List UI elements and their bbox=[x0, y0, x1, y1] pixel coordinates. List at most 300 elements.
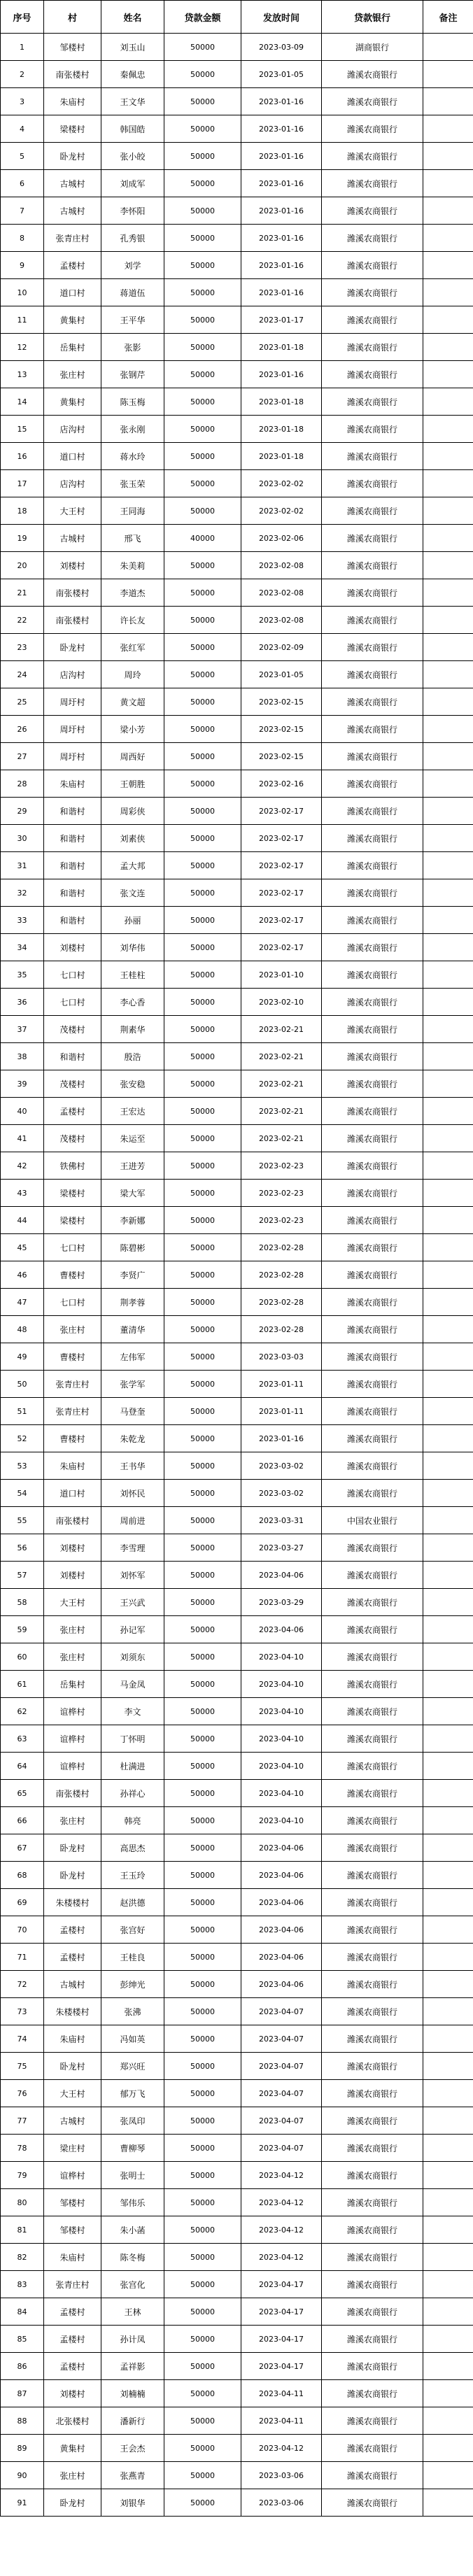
cell-village: 朱庙村 bbox=[44, 2025, 101, 2053]
cell-bank: 潍溪农商银行 bbox=[322, 1589, 423, 1616]
cell-note bbox=[423, 1862, 473, 1889]
cell-amount: 50000 bbox=[164, 1343, 241, 1371]
cell-date: 2023-02-02 bbox=[241, 497, 322, 525]
cell-village: 谊桦村 bbox=[44, 1753, 101, 1780]
table-row bbox=[1, 1371, 473, 1398]
cell-seq: 51 bbox=[1, 1398, 44, 1425]
cell-name: 周彩侠 bbox=[101, 798, 164, 825]
cell-note bbox=[423, 825, 473, 852]
cell-note bbox=[423, 907, 473, 934]
cell-date: 2023-04-10 bbox=[241, 1643, 322, 1671]
cell-date: 2023-01-05 bbox=[241, 61, 322, 88]
cell-name: 郁万飞 bbox=[101, 2080, 164, 2107]
cell-amount: 50000 bbox=[164, 1998, 241, 2025]
cell-date: 2023-01-16 bbox=[241, 197, 322, 225]
cell-bank: 潍溪农商银行 bbox=[322, 1671, 423, 1698]
cell-seq: 18 bbox=[1, 497, 44, 525]
cell-amount: 50000 bbox=[164, 1616, 241, 1643]
cell-amount: 50000 bbox=[164, 470, 241, 497]
cell-name: 张宫化 bbox=[101, 2271, 164, 2298]
cell-date: 2023-02-17 bbox=[241, 825, 322, 852]
cell-name: 刘楠楠 bbox=[101, 2380, 164, 2407]
cell-seq: 47 bbox=[1, 1289, 44, 1316]
cell-village: 大王村 bbox=[44, 2080, 101, 2107]
cell-name: 周玲 bbox=[101, 661, 164, 688]
table-row bbox=[1, 2353, 473, 2380]
cell-name: 张安稳 bbox=[101, 1070, 164, 1098]
cell-seq: 26 bbox=[1, 716, 44, 743]
cell-amount: 50000 bbox=[164, 197, 241, 225]
cell-seq: 2 bbox=[1, 61, 44, 88]
cell-note bbox=[423, 2216, 473, 2244]
cell-name: 张影 bbox=[101, 334, 164, 361]
cell-note bbox=[423, 1725, 473, 1753]
cell-note bbox=[423, 1398, 473, 1425]
table-row bbox=[1, 2435, 473, 2462]
cell-seq: 72 bbox=[1, 1971, 44, 1998]
cell-seq: 4 bbox=[1, 115, 44, 143]
cell-bank: 潍溪农商银行 bbox=[322, 934, 423, 961]
cell-amount: 50000 bbox=[164, 661, 241, 688]
cell-date: 2023-01-17 bbox=[241, 306, 322, 334]
cell-bank: 潍溪农商银行 bbox=[322, 989, 423, 1016]
cell-village: 南张楼村 bbox=[44, 607, 101, 634]
table-row bbox=[1, 1916, 473, 1944]
cell-date: 2023-02-21 bbox=[241, 1016, 322, 1043]
cell-seq: 37 bbox=[1, 1016, 44, 1043]
cell-name: 梁大军 bbox=[101, 1180, 164, 1207]
cell-village: 大王村 bbox=[44, 1589, 101, 1616]
cell-village: 梁楼村 bbox=[44, 1207, 101, 1234]
cell-village: 谊桦村 bbox=[44, 1725, 101, 1753]
cell-village: 张庄村 bbox=[44, 1643, 101, 1671]
cell-bank: 潍溪农商银行 bbox=[322, 2435, 423, 2462]
table-row bbox=[1, 1207, 473, 1234]
cell-note bbox=[423, 2135, 473, 2162]
cell-date: 2023-04-06 bbox=[241, 1889, 322, 1916]
cell-seq: 8 bbox=[1, 225, 44, 252]
table-row bbox=[1, 961, 473, 989]
cell-village: 卧龙村 bbox=[44, 2489, 101, 2517]
cell-date: 2023-02-08 bbox=[241, 552, 322, 579]
table-row bbox=[1, 2053, 473, 2080]
table-row bbox=[1, 879, 473, 907]
cell-village: 张庄村 bbox=[44, 1316, 101, 1343]
cell-amount: 50000 bbox=[164, 1753, 241, 1780]
cell-date: 2023-01-18 bbox=[241, 388, 322, 416]
cell-bank: 潍溪农商银行 bbox=[322, 1698, 423, 1725]
cell-date: 2023-01-16 bbox=[241, 1425, 322, 1452]
cell-note bbox=[423, 1261, 473, 1289]
cell-bank: 潍溪农商银行 bbox=[322, 1916, 423, 1944]
cell-bank: 潍溪农商银行 bbox=[322, 607, 423, 634]
cell-amount: 50000 bbox=[164, 2216, 241, 2244]
cell-amount: 50000 bbox=[164, 1289, 241, 1316]
cell-village: 黄集村 bbox=[44, 306, 101, 334]
cell-date: 2023-04-12 bbox=[241, 2162, 322, 2189]
cell-note bbox=[423, 1289, 473, 1316]
cell-village: 梁庄村 bbox=[44, 2135, 101, 2162]
cell-name: 孙丽 bbox=[101, 907, 164, 934]
cell-village: 梁楼村 bbox=[44, 1180, 101, 1207]
cell-note bbox=[423, 1234, 473, 1261]
cell-note bbox=[423, 2271, 473, 2298]
table-row bbox=[1, 61, 473, 88]
cell-name: 左伟军 bbox=[101, 1343, 164, 1371]
cell-amount: 50000 bbox=[164, 1698, 241, 1725]
cell-bank: 潍溪农商银行 bbox=[322, 2189, 423, 2216]
cell-date: 2023-02-17 bbox=[241, 907, 322, 934]
cell-note bbox=[423, 770, 473, 798]
cell-seq: 9 bbox=[1, 252, 44, 279]
cell-village: 南张楼村 bbox=[44, 61, 101, 88]
cell-village: 朱楼楼村 bbox=[44, 1998, 101, 2025]
table-row bbox=[1, 1780, 473, 1807]
cell-date: 2023-04-06 bbox=[241, 1971, 322, 1998]
cell-amount: 50000 bbox=[164, 1316, 241, 1343]
cell-bank: 潍溪农商银行 bbox=[322, 143, 423, 170]
cell-village: 古城村 bbox=[44, 525, 101, 552]
cell-date: 2023-04-12 bbox=[241, 2244, 322, 2271]
cell-date: 2023-02-15 bbox=[241, 743, 322, 770]
cell-village: 店沟村 bbox=[44, 416, 101, 443]
cell-amount: 50000 bbox=[164, 497, 241, 525]
cell-amount: 50000 bbox=[164, 1480, 241, 1507]
cell-note bbox=[423, 2080, 473, 2107]
cell-date: 2023-04-12 bbox=[241, 2435, 322, 2462]
cell-amount: 50000 bbox=[164, 1780, 241, 1807]
table-row bbox=[1, 1261, 473, 1289]
cell-bank: 潍溪农商银行 bbox=[322, 907, 423, 934]
header-name: 姓名 bbox=[101, 1, 164, 34]
cell-bank: 潍溪农商银行 bbox=[322, 2462, 423, 2489]
cell-village: 和谐村 bbox=[44, 798, 101, 825]
cell-seq: 56 bbox=[1, 1534, 44, 1562]
cell-note bbox=[423, 225, 473, 252]
table-row bbox=[1, 2162, 473, 2189]
cell-amount: 50000 bbox=[164, 225, 241, 252]
cell-amount: 50000 bbox=[164, 279, 241, 306]
cell-village: 朱庙村 bbox=[44, 770, 101, 798]
cell-amount: 50000 bbox=[164, 1971, 241, 1998]
cell-date: 2023-02-21 bbox=[241, 1043, 322, 1070]
cell-village: 张青庄村 bbox=[44, 1398, 101, 1425]
cell-bank: 潍溪农商银行 bbox=[322, 1780, 423, 1807]
cell-bank: 潍溪农商银行 bbox=[322, 2353, 423, 2380]
cell-seq: 82 bbox=[1, 2244, 44, 2271]
cell-bank: 潍溪农商银行 bbox=[322, 2244, 423, 2271]
cell-date: 2023-02-06 bbox=[241, 525, 322, 552]
cell-village: 梁楼村 bbox=[44, 115, 101, 143]
cell-note bbox=[423, 716, 473, 743]
table-row bbox=[1, 989, 473, 1016]
cell-name: 李贤广 bbox=[101, 1261, 164, 1289]
cell-name: 张玉荣 bbox=[101, 470, 164, 497]
cell-seq: 76 bbox=[1, 2080, 44, 2107]
cell-amount: 50000 bbox=[164, 1152, 241, 1180]
cell-village: 卧龙村 bbox=[44, 634, 101, 661]
table-row bbox=[1, 1862, 473, 1889]
cell-bank: 潍溪农商银行 bbox=[322, 770, 423, 798]
table-row bbox=[1, 2380, 473, 2407]
cell-village: 张庄村 bbox=[44, 361, 101, 388]
cell-note bbox=[423, 2298, 473, 2326]
cell-name: 张学军 bbox=[101, 1371, 164, 1398]
cell-amount: 50000 bbox=[164, 2135, 241, 2162]
cell-seq: 67 bbox=[1, 1834, 44, 1862]
cell-name: 韩国皓 bbox=[101, 115, 164, 143]
cell-village: 七口村 bbox=[44, 1234, 101, 1261]
cell-name: 张永刚 bbox=[101, 416, 164, 443]
cell-village: 刘楼村 bbox=[44, 1534, 101, 1562]
table-row bbox=[1, 743, 473, 770]
cell-amount: 50000 bbox=[164, 770, 241, 798]
table-row bbox=[1, 1725, 473, 1753]
cell-name: 刘成军 bbox=[101, 170, 164, 197]
cell-seq: 44 bbox=[1, 1207, 44, 1234]
cell-date: 2023-04-11 bbox=[241, 2380, 322, 2407]
cell-date: 2023-01-18 bbox=[241, 416, 322, 443]
cell-note bbox=[423, 989, 473, 1016]
cell-note bbox=[423, 1589, 473, 1616]
cell-seq: 45 bbox=[1, 1234, 44, 1261]
cell-date: 2023-01-11 bbox=[241, 1371, 322, 1398]
cell-seq: 41 bbox=[1, 1125, 44, 1152]
cell-seq: 34 bbox=[1, 934, 44, 961]
cell-name: 丁怀明 bbox=[101, 1725, 164, 1753]
cell-note bbox=[423, 1534, 473, 1562]
cell-name: 陈碧彬 bbox=[101, 1234, 164, 1261]
cell-seq: 16 bbox=[1, 443, 44, 470]
cell-date: 2023-02-21 bbox=[241, 1125, 322, 1152]
cell-village: 朱庙村 bbox=[44, 88, 101, 115]
cell-note bbox=[423, 2489, 473, 2517]
cell-village: 张青庄村 bbox=[44, 225, 101, 252]
cell-date: 2023-04-06 bbox=[241, 1562, 322, 1589]
cell-seq: 61 bbox=[1, 1671, 44, 1698]
cell-amount: 50000 bbox=[164, 2435, 241, 2462]
cell-note bbox=[423, 1371, 473, 1398]
cell-bank: 潍溪农商银行 bbox=[322, 115, 423, 143]
cell-date: 2023-03-06 bbox=[241, 2462, 322, 2489]
cell-note bbox=[423, 607, 473, 634]
cell-bank: 潍溪农商银行 bbox=[322, 2025, 423, 2053]
cell-name: 朱小菡 bbox=[101, 2216, 164, 2244]
cell-amount: 50000 bbox=[164, 34, 241, 61]
cell-note bbox=[423, 2353, 473, 2380]
cell-note bbox=[423, 1616, 473, 1643]
cell-bank: 潍溪农商银行 bbox=[322, 2216, 423, 2244]
cell-note bbox=[423, 1125, 473, 1152]
cell-seq: 23 bbox=[1, 634, 44, 661]
cell-name: 高思杰 bbox=[101, 1834, 164, 1862]
cell-seq: 25 bbox=[1, 688, 44, 716]
cell-amount: 50000 bbox=[164, 1916, 241, 1944]
cell-seq: 14 bbox=[1, 388, 44, 416]
cell-bank: 潍溪农商银行 bbox=[322, 661, 423, 688]
cell-note bbox=[423, 743, 473, 770]
cell-bank: 潍溪农商银行 bbox=[322, 2326, 423, 2353]
cell-seq: 59 bbox=[1, 1616, 44, 1643]
cell-name: 刘华伟 bbox=[101, 934, 164, 961]
cell-bank: 潍溪农商银行 bbox=[322, 825, 423, 852]
cell-seq: 53 bbox=[1, 1452, 44, 1480]
cell-name: 刘怀军 bbox=[101, 1562, 164, 1589]
cell-name: 王平华 bbox=[101, 306, 164, 334]
header-note: 备注 bbox=[423, 1, 473, 34]
table-row bbox=[1, 416, 473, 443]
cell-date: 2023-02-15 bbox=[241, 688, 322, 716]
cell-note bbox=[423, 661, 473, 688]
cell-date: 2023-02-17 bbox=[241, 934, 322, 961]
table-row bbox=[1, 661, 473, 688]
cell-date: 2023-03-29 bbox=[241, 1589, 322, 1616]
cell-note bbox=[423, 961, 473, 989]
cell-seq: 85 bbox=[1, 2326, 44, 2353]
cell-bank: 潍溪农商银行 bbox=[322, 961, 423, 989]
cell-seq: 70 bbox=[1, 1916, 44, 1944]
cell-name: 李文 bbox=[101, 1698, 164, 1725]
cell-bank: 潍溪农商银行 bbox=[322, 497, 423, 525]
cell-date: 2023-04-06 bbox=[241, 1916, 322, 1944]
cell-note bbox=[423, 279, 473, 306]
cell-seq: 52 bbox=[1, 1425, 44, 1452]
table-row bbox=[1, 634, 473, 661]
cell-bank: 潍溪农商银行 bbox=[322, 279, 423, 306]
cell-name: 王宏达 bbox=[101, 1098, 164, 1125]
cell-bank: 潍溪农商银行 bbox=[322, 1398, 423, 1425]
cell-name: 王兴武 bbox=[101, 1589, 164, 1616]
cell-bank: 潍溪农商银行 bbox=[322, 688, 423, 716]
cell-name: 朱运至 bbox=[101, 1125, 164, 1152]
cell-village: 道口村 bbox=[44, 279, 101, 306]
cell-name: 潘新行 bbox=[101, 2407, 164, 2435]
cell-note bbox=[423, 1480, 473, 1507]
cell-village: 孟楼村 bbox=[44, 2353, 101, 2380]
cell-seq: 29 bbox=[1, 798, 44, 825]
table-row bbox=[1, 2216, 473, 2244]
cell-note bbox=[423, 1016, 473, 1043]
cell-note bbox=[423, 34, 473, 61]
cell-bank: 潍溪农商银行 bbox=[322, 2380, 423, 2407]
table-row bbox=[1, 1807, 473, 1834]
cell-seq: 3 bbox=[1, 88, 44, 115]
cell-date: 2023-04-10 bbox=[241, 1725, 322, 1753]
cell-bank: 潍溪农商银行 bbox=[322, 1616, 423, 1643]
cell-name: 朱美莉 bbox=[101, 552, 164, 579]
cell-amount: 50000 bbox=[164, 88, 241, 115]
cell-village: 黄集村 bbox=[44, 2435, 101, 2462]
cell-seq: 20 bbox=[1, 552, 44, 579]
table-row bbox=[1, 1480, 473, 1507]
cell-bank: 潍溪农商银行 bbox=[322, 1425, 423, 1452]
cell-date: 2023-02-28 bbox=[241, 1234, 322, 1261]
cell-date: 2023-01-16 bbox=[241, 143, 322, 170]
cell-note bbox=[423, 334, 473, 361]
cell-note bbox=[423, 61, 473, 88]
cell-name: 孙祥心 bbox=[101, 1780, 164, 1807]
table-row bbox=[1, 525, 473, 552]
cell-note bbox=[423, 1507, 473, 1534]
cell-seq: 27 bbox=[1, 743, 44, 770]
cell-bank: 潍溪农商银行 bbox=[322, 1207, 423, 1234]
cell-seq: 60 bbox=[1, 1643, 44, 1671]
cell-note bbox=[423, 1916, 473, 1944]
table-row bbox=[1, 1289, 473, 1316]
cell-name: 孟大邦 bbox=[101, 852, 164, 879]
cell-date: 2023-02-02 bbox=[241, 470, 322, 497]
cell-seq: 30 bbox=[1, 825, 44, 852]
cell-amount: 50000 bbox=[164, 634, 241, 661]
cell-amount: 50000 bbox=[164, 2244, 241, 2271]
cell-village: 谊桦村 bbox=[44, 1698, 101, 1725]
cell-date: 2023-03-31 bbox=[241, 1507, 322, 1534]
cell-date: 2023-01-16 bbox=[241, 170, 322, 197]
cell-seq: 12 bbox=[1, 334, 44, 361]
cell-village: 卧龙村 bbox=[44, 1862, 101, 1889]
cell-name: 荆孝蓉 bbox=[101, 1289, 164, 1316]
cell-name: 张宫好 bbox=[101, 1916, 164, 1944]
cell-village: 茂楼村 bbox=[44, 1125, 101, 1152]
table-row bbox=[1, 2298, 473, 2326]
cell-name: 张红军 bbox=[101, 634, 164, 661]
cell-amount: 50000 bbox=[164, 1452, 241, 1480]
cell-date: 2023-04-17 bbox=[241, 2271, 322, 2298]
cell-bank: 潍溪农商银行 bbox=[322, 1971, 423, 1998]
table-row bbox=[1, 1425, 473, 1452]
cell-bank: 潍溪农商银行 bbox=[322, 2298, 423, 2326]
cell-note bbox=[423, 416, 473, 443]
cell-seq: 42 bbox=[1, 1152, 44, 1180]
cell-seq: 79 bbox=[1, 2162, 44, 2189]
cell-bank: 潍溪农商银行 bbox=[322, 388, 423, 416]
cell-village: 周圩村 bbox=[44, 688, 101, 716]
cell-bank: 潍溪农商银行 bbox=[322, 1098, 423, 1125]
cell-village: 张庄村 bbox=[44, 1616, 101, 1643]
header-amount: 贷款金额 bbox=[164, 1, 241, 34]
cell-date: 2023-01-16 bbox=[241, 279, 322, 306]
cell-bank: 潍溪农商银行 bbox=[322, 852, 423, 879]
cell-date: 2023-03-02 bbox=[241, 1452, 322, 1480]
cell-name: 李新娜 bbox=[101, 1207, 164, 1234]
cell-village: 七口村 bbox=[44, 989, 101, 1016]
cell-note bbox=[423, 2326, 473, 2353]
cell-village: 孟楼村 bbox=[44, 1916, 101, 1944]
cell-amount: 50000 bbox=[164, 743, 241, 770]
cell-seq: 87 bbox=[1, 2380, 44, 2407]
cell-date: 2023-01-16 bbox=[241, 252, 322, 279]
table-row bbox=[1, 2407, 473, 2435]
cell-note bbox=[423, 1098, 473, 1125]
cell-date: 2023-04-07 bbox=[241, 1998, 322, 2025]
cell-village: 周圩村 bbox=[44, 743, 101, 770]
cell-date: 2023-02-23 bbox=[241, 1180, 322, 1207]
cell-note bbox=[423, 1316, 473, 1343]
cell-seq: 77 bbox=[1, 2107, 44, 2135]
cell-date: 2023-02-28 bbox=[241, 1289, 322, 1316]
cell-village: 古城村 bbox=[44, 197, 101, 225]
cell-seq: 17 bbox=[1, 470, 44, 497]
cell-name: 郑兴旺 bbox=[101, 2053, 164, 2080]
cell-amount: 50000 bbox=[164, 1834, 241, 1862]
table-row bbox=[1, 907, 473, 934]
cell-bank: 潍溪农商银行 bbox=[322, 1480, 423, 1507]
cell-bank: 潍溪农商银行 bbox=[322, 1643, 423, 1671]
cell-seq: 32 bbox=[1, 879, 44, 907]
cell-note bbox=[423, 1780, 473, 1807]
cell-amount: 50000 bbox=[164, 2107, 241, 2135]
cell-note bbox=[423, 252, 473, 279]
